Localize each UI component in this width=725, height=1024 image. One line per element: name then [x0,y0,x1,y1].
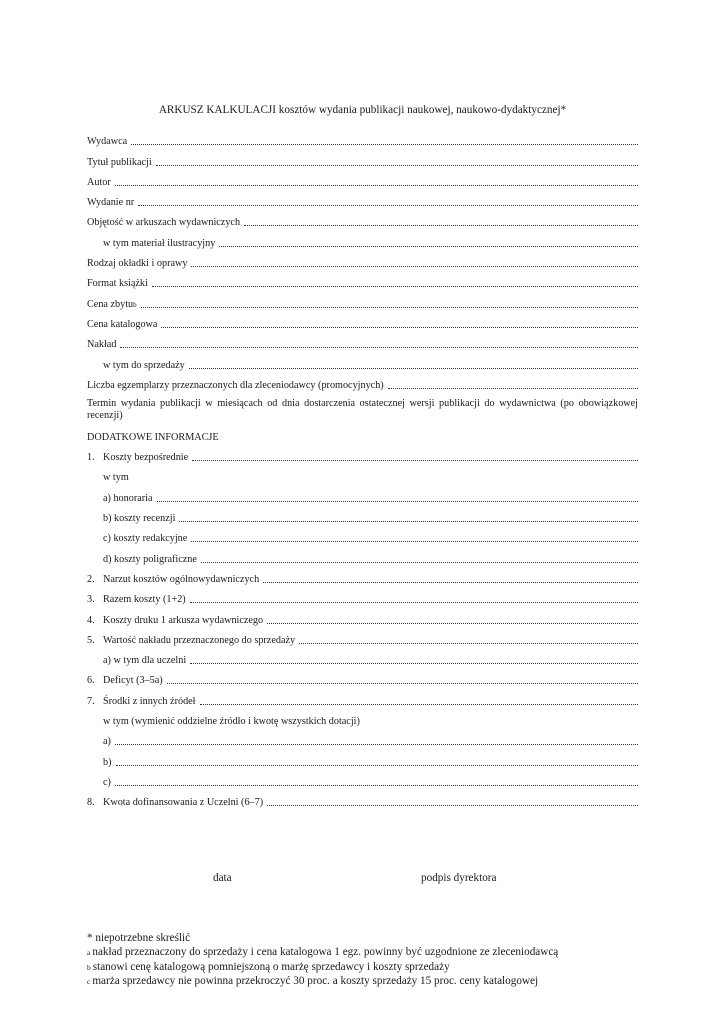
form-field-row [87,545,638,565]
fill-in-dotted-line[interactable] [201,561,638,563]
field-label-text: c) koszty redakcyjne [103,533,188,545]
field-label-text: Narzut kosztów ogólnowydawniczych [103,573,260,585]
form-field-row [87,505,638,525]
footnote [87,931,647,945]
fill-in-dotted-line[interactable] [152,285,638,287]
field-label [103,695,196,708]
field-label [103,776,111,789]
form-field-row [87,525,638,545]
form-field-row [87,372,638,392]
fill-in-dotted-line[interactable] [191,265,638,267]
form-body [87,128,638,809]
field-label-text: Koszty druku 1 arkusza wydawniczego [103,614,264,626]
fill-in-dotted-line[interactable] [179,520,638,522]
field-label [103,237,215,250]
field-label [103,796,263,809]
field-label-text: b) [103,756,112,768]
field-label [103,735,111,748]
fill-in-dotted-line[interactable] [115,743,638,745]
form-field-row [87,647,638,667]
field-label-text: Format książki [87,278,148,290]
form-field-row [87,169,638,189]
field-label [103,492,153,505]
additional-info-heading-row [87,428,638,444]
fill-in-dotted-line[interactable] [141,306,638,308]
item-number: 7. [87,695,95,707]
form-field-row [87,444,638,464]
field-label [87,257,187,270]
field-label-text: a) w tym dla uczelni [103,655,187,667]
item-number: 6. [87,675,95,687]
fill-in-dotted-line[interactable] [120,346,638,348]
field-label-text: Rodzaj okładki i oprawy [87,258,188,270]
field-label [103,471,129,484]
footnote-mark: a [87,948,91,958]
field-label-text: Tytuł publikacji [87,156,152,168]
field-label-text: a) honoraria [103,492,153,504]
field-label [87,277,148,290]
field-label-text: Deficyt (3–5a) [103,675,163,687]
form-field-row [87,229,638,249]
field-label [103,573,259,586]
item-number: 4. [87,614,95,626]
footnote-mark: c [87,977,91,987]
field-label [87,156,152,169]
form-field-row [87,189,638,209]
fill-in-dotted-line[interactable] [115,184,638,186]
footnote-text: * niepotrzebne skreślić [87,932,191,944]
fill-in-dotted-line[interactable] [138,204,638,206]
fill-in-dotted-line[interactable] [190,662,638,664]
field-label-text: d) koszty poligraficzne [103,553,197,565]
form-field-row [87,708,638,728]
fill-in-dotted-line[interactable] [116,764,639,766]
fill-in-dotted-line[interactable] [267,804,638,806]
item-number: 8. [87,797,95,809]
field-label [87,318,157,331]
field-label [103,553,197,566]
form-field-row [87,270,638,290]
form-field-row [87,748,638,768]
cost-items [87,444,638,809]
field-label-text: Autor [87,176,111,188]
fill-in-dotted-line[interactable] [388,387,638,389]
fill-in-dotted-line[interactable] [189,367,638,369]
field-label-text: Cena katalogowa [87,318,158,330]
field-label [103,654,186,667]
fill-in-dotted-line[interactable] [263,581,638,583]
item-number: 2. [87,573,95,585]
footnote-text: stanowi cenę katalogową pomniejszoną o marżę sprzedawcy i koszty sprzedaży [92,960,450,973]
form-field-row [87,464,638,484]
fill-in-dotted-line[interactable] [157,500,639,502]
form-field-row [87,209,638,229]
field-label [87,298,137,311]
field-label [103,532,187,545]
field-label [87,135,127,148]
deadline-field: Termin wydania publikacji w miesiącach od dnia dostarczenia ostatecznej wersji publikacji do wydawnictwa (po obowiązkowej recenzji) [87,397,638,422]
field-label-text: Wydawca [87,136,128,148]
form-field-row [87,351,638,371]
item-number: 5. [87,634,95,646]
field-label-text: Środki z innych źródeł [103,695,196,707]
field-label [103,614,263,627]
field-label [87,196,134,209]
fill-in-dotted-line[interactable] [219,245,638,247]
footnote-mark: b [87,962,91,972]
fill-in-dotted-line[interactable] [131,143,638,145]
footnote-text: nakład przeznaczony do sprzedaży i cena katalogowa 1 egz. powinny być uzgodnione ze zleceniodawcą [92,946,559,959]
fill-in-dotted-line[interactable] [167,682,638,684]
form-field-row [87,667,638,687]
form-field-row [87,789,638,809]
field-label-text: Wydanie nr [87,197,135,209]
field-label [87,176,111,189]
form-field-row [87,687,638,707]
fill-in-dotted-line[interactable] [267,622,638,624]
field-label-text: w tym do sprzedaży [103,359,185,371]
field-label [87,338,116,351]
field-label-text: Objętość w arkuszach wydawniczych [87,217,241,229]
fill-in-dotted-line[interactable] [156,164,638,166]
form-field-row [87,331,638,351]
field-label-text: Koszty bezpośrednie [103,452,189,464]
footnote [87,960,647,974]
item-number: 3. [87,594,95,606]
fill-in-dotted-line[interactable] [200,703,638,705]
field-label-text: Wartość nakładu przeznaczonego do sprzedaży [103,634,296,646]
footnote-reference: b [133,300,137,309]
field-label-text: w tym [103,472,129,484]
form-field-row [87,311,638,331]
form-field-row [87,148,638,168]
form-field-row [87,728,638,748]
field-label [103,593,186,606]
footnote [87,945,647,959]
fill-in-dotted-line[interactable] [299,642,638,644]
fill-in-dotted-line[interactable] [192,459,638,461]
fill-in-dotted-line[interactable] [161,326,638,328]
field-label-text: Cena zbytu [87,298,134,310]
field-label-text: w tym (wymienić oddzielne źródło i kwotę wszystkich dotacji) [103,716,360,728]
form-field-row [87,290,638,310]
form-field-row [87,484,638,504]
field-label [103,756,112,769]
footnotes [87,931,647,989]
item-number: 1. [87,452,95,464]
field-label-text: Kwota dofinansowania z Uczelni (6–7) [103,797,264,809]
field-label [103,715,360,728]
date-label: data [213,872,232,884]
fill-in-dotted-line[interactable] [244,224,638,226]
field-label [103,512,175,525]
form-field-row [87,586,638,606]
form-field-row [87,627,638,647]
form-field-row [87,769,638,789]
field-label-text: c) [103,776,111,788]
form-field-row [87,606,638,626]
field-label-text: a) [103,736,111,748]
form-field-row [87,250,638,270]
fill-in-dotted-line[interactable] [115,784,638,786]
field-label [103,674,163,687]
form-field-row [87,566,638,586]
publication-fields [87,128,638,392]
form-field-row [87,128,638,148]
director-signature-label: podpis dyrektora [421,872,497,884]
field-label-text: Nakład [87,339,117,351]
fill-in-dotted-line[interactable] [191,540,638,542]
field-label [103,634,295,647]
field-label-text: Razem koszty (1+2) [103,594,186,606]
additional-info-heading: DODATKOWE INFORMACJE [87,431,219,443]
form-title: ARKUSZ KALKULACJI kosztów wydania publikacji naukowej, naukowo-dydaktycznej* [158,104,567,116]
field-label-text: w tym materiał ilustracyjny [103,237,216,249]
field-label-text: b) koszty recenzji [103,513,176,525]
footnote-text: marża sprzedawcy nie powinna przekroczyć 30 proc. a koszty sprzedaży 15 proc. ceny katalogowej [92,975,539,988]
fill-in-dotted-line[interactable] [190,601,638,603]
field-label [103,359,185,372]
field-label [87,216,240,229]
field-label-text: Liczba egzemplarzy przeznaczonych dla zleceniodawcy (promocyjnych) [87,379,384,391]
footnote [87,974,647,988]
field-label [87,379,384,392]
field-label [103,451,188,464]
